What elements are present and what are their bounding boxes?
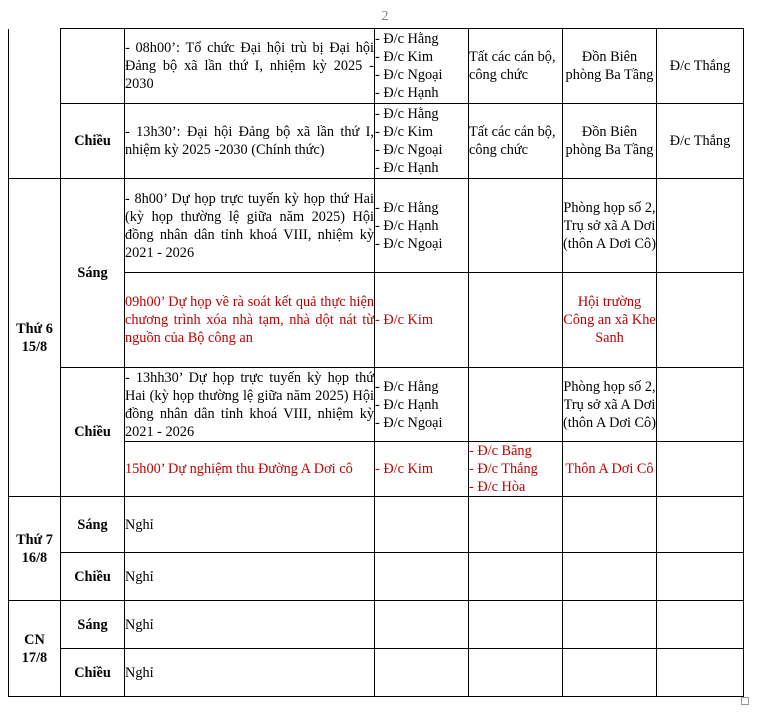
day-label: Thứ 7 — [16, 531, 53, 548]
person-line: - Đ/c Ngoại — [375, 414, 443, 431]
content-cell: Nghỉ — [125, 649, 375, 697]
person-line: - Đ/c Kim — [375, 461, 433, 477]
people-cell — [375, 368, 469, 442]
participants-cell — [469, 553, 563, 601]
table-row — [9, 649, 744, 697]
people-cell — [375, 601, 469, 649]
location-cell — [563, 497, 657, 553]
people-cell — [375, 29, 469, 104]
table-row — [9, 601, 744, 649]
person-line: - Đ/c Hạnh — [375, 85, 439, 101]
day-cell-sunday — [9, 601, 61, 697]
content-cell: Nghỉ — [125, 497, 375, 553]
content-cell: - 8h00’ Dự họp trực tuyến kỳ họp thứ Hai (kỳ họp thường lệ giữa năm 2025) Hội đồng nhân dân tỉnh khoá VIII, nhiệm kỳ 2021 - 2026 — [125, 179, 375, 273]
day-label: CN — [24, 631, 45, 648]
content-cell: Nghỉ — [125, 601, 375, 649]
lead-cell — [657, 601, 744, 649]
table-row — [9, 29, 744, 104]
location-cell: Phòng họp số 2, Trụ sở xã A Dơi (thôn A Dơi Cô) — [563, 368, 657, 442]
participants-cell — [469, 273, 563, 368]
table-row — [9, 179, 744, 273]
session-afternoon: Chiều — [61, 649, 125, 697]
person-line: - Đ/c Ngoại — [375, 142, 443, 158]
lead-cell: Đ/c Thắng — [657, 104, 744, 179]
participant-line: - Đ/c Băng — [469, 443, 532, 459]
participants-cell — [469, 368, 563, 442]
day-date: 17/8 — [21, 649, 48, 666]
table-row — [9, 368, 744, 442]
participants-cell — [469, 649, 563, 697]
lead-cell — [657, 553, 744, 601]
participants-cell: Tất các cán bộ, công chức — [469, 104, 563, 179]
participant-line: - Đ/c Thắng — [469, 461, 538, 477]
content-cell: - 08h00’: Tổ chức Đại hội trù bị Đại hội Đảng bộ xã lần thứ I, nhiệm kỳ 2025 - 2030 — [125, 29, 375, 104]
table-resize-handle[interactable] — [741, 697, 749, 705]
day-date: 15/8 — [21, 338, 48, 355]
participants-cell — [469, 442, 563, 497]
lead-cell — [657, 273, 744, 368]
person-line: - Đ/c Ngoại — [375, 235, 443, 252]
person-line: - Đ/c Kim — [375, 124, 433, 140]
content-cell: 15h00’ Dự nghiệm thu Đường A Dơi cô — [125, 442, 375, 497]
lead-cell — [657, 368, 744, 442]
participants-cell — [469, 497, 563, 553]
people-cell — [375, 442, 469, 497]
person-line: - Đ/c Hạnh — [375, 217, 439, 234]
lead-cell — [657, 442, 744, 497]
session-morning: Sáng — [61, 601, 125, 649]
people-cell — [375, 273, 469, 368]
day-date: 16/8 — [21, 549, 48, 566]
session-morning: Sáng — [61, 179, 125, 368]
person-line: - Đ/c Hằng — [375, 31, 439, 47]
session-afternoon: Chiều — [61, 368, 125, 497]
person-line: - Đ/c Hằng — [375, 199, 439, 216]
day-cell-continued — [9, 29, 61, 179]
location-cell: Đồn Biên phòng Ba Tầng — [563, 29, 657, 104]
table-row — [9, 497, 744, 553]
lead-cell — [657, 649, 744, 697]
people-cell — [375, 649, 469, 697]
content-cell: - 13h30’: Đại hội Đảng bộ xã lần thứ I, nhiệm kỳ 2025 -2030 (Chính thức) — [125, 104, 375, 179]
people-cell — [375, 179, 469, 273]
schedule-table — [8, 28, 744, 697]
people-cell — [375, 104, 469, 179]
person-line: - Đ/c Hằng — [375, 378, 439, 395]
lead-cell: Đ/c Thắng — [657, 29, 744, 104]
lead-cell — [657, 179, 744, 273]
location-cell — [563, 553, 657, 601]
location-cell: Phòng họp số 2, Trụ sở xã A Dơi (thôn A Dơi Cô) — [563, 179, 657, 273]
lead-cell — [657, 497, 744, 553]
person-line: - Đ/c Hạnh — [375, 160, 439, 176]
table-row — [9, 104, 744, 179]
person-line: - Đ/c Ngoại — [375, 67, 443, 83]
location-cell: Đồn Biên phòng Ba Tầng — [563, 104, 657, 179]
content-cell: Nghỉ — [125, 553, 375, 601]
people-cell — [375, 497, 469, 553]
person-line: - Đ/c Hạnh — [375, 396, 439, 413]
session-afternoon: Chiều — [61, 104, 125, 179]
session-morning: Sáng — [61, 497, 125, 553]
day-cell-friday — [9, 179, 61, 497]
location-cell — [563, 601, 657, 649]
participants-cell: Tất các cán bộ, công chức — [469, 29, 563, 104]
session-cell-blank — [61, 29, 125, 104]
people-cell — [375, 553, 469, 601]
person-line: - Đ/c Hằng — [375, 106, 439, 122]
day-cell-saturday — [9, 497, 61, 601]
session-afternoon: Chiều — [61, 553, 125, 601]
content-cell: 09h00’ Dự họp về rà soát kết quả thực hiện chương trình xóa nhà tạm, nhà dột nát từ nguồn của Bộ công an — [125, 273, 375, 368]
person-line: - Đ/c Kim — [375, 312, 433, 328]
location-cell: Hội trường Công an xã Khe Sanh — [563, 273, 657, 368]
page-number: 2 — [381, 9, 389, 24]
content-cell: - 13hh30’ Dự họp trực tuyến kỳ họp thứ Hai (kỳ họp thường lệ giữa năm 2025) Hội đồng nhân dân tỉnh khoá VIII, nhiệm kỳ 2021 - 2026 — [125, 369, 374, 440]
participant-line: - Đ/c Hòa — [469, 479, 526, 495]
person-line: - Đ/c Kim — [375, 49, 433, 65]
location-cell: Thôn A Dơi Cô — [563, 442, 657, 497]
participants-cell — [469, 179, 563, 273]
participants-cell — [469, 601, 563, 649]
location-cell — [563, 649, 657, 697]
day-label: Thứ 6 — [16, 320, 53, 337]
table-row — [9, 553, 744, 601]
